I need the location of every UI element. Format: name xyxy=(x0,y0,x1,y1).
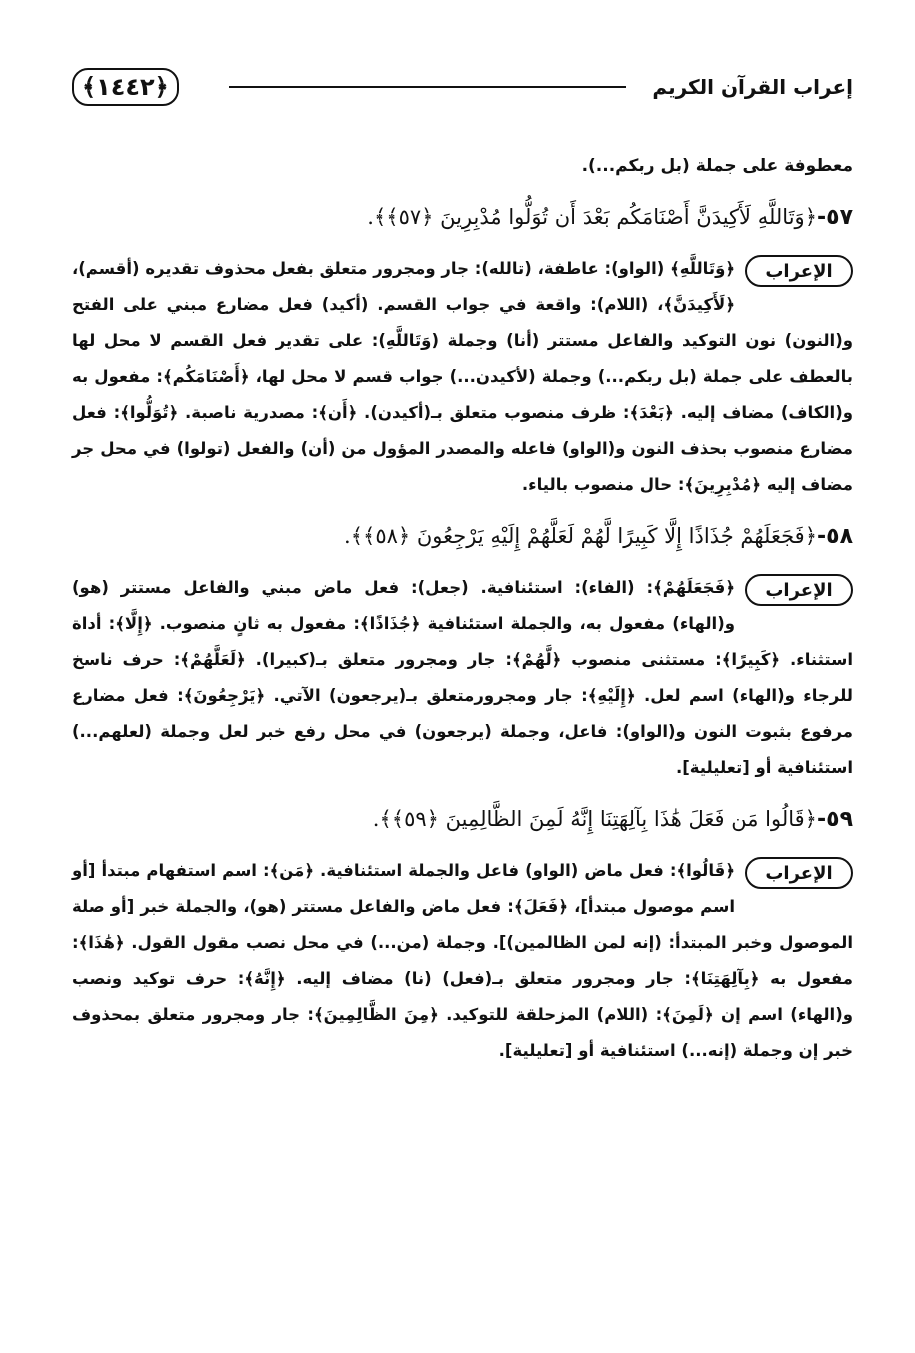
page-header xyxy=(72,62,853,112)
header-rule xyxy=(229,86,627,88)
verse-58 xyxy=(72,517,853,556)
intro-line: معطوفة على جملة (بل ربكم...). xyxy=(581,156,853,176)
irab-block-59 xyxy=(72,853,853,1069)
irab-block-58 xyxy=(72,570,853,786)
verse-text: ﴿فَجَعَلَهُمْ جُذَاذًا إِلَّا كَبِيرًا لَّهُمْ لَعَلَّهُمْ إِلَيْهِ يَرْجِعُونَ ﴿٥٨﴾﴾. xyxy=(344,524,817,548)
verse-number: ٥٩- xyxy=(817,807,853,832)
page-content xyxy=(72,148,853,1069)
irab-block-57 xyxy=(72,251,853,503)
irab-paragraph: ﴿قَالُوا﴾: فعل ماض (الواو) فاعل والجملة استئنافية. ﴿مَن﴾: اسم استفهام مبتدأ [أو اسم موصول مبتدأ]، ﴿فَعَلَ﴾: فعل ماض والفاعل مستتر (هو)، والجملة خبر [أو صلة الموصول وخبر المبتدأ: (إنه لمن الظالمين)]. وجملة (من...) في محل نصب مقول القول. ﴿هَٰذَا﴾: مفعول به ﴿بِآلِهَتِنَا﴾: جار ومجرور متعلق بـ(فعل) (نا) مضاف إليه. ﴿إِنَّهُ﴾: حرف توكيد ونصب و(الهاء) اسم إن ﴿لَمِنَ﴾: (اللام) المزحلقة للتوكيد. ﴿مِنَ الظَّالِمِينَ﴾: جار ومجرور متعلق بمحذوف خبر إن وجملة (إنه...) استئنافية أو [تعليلية]. xyxy=(72,861,853,1060)
verse-number: ٥٧- xyxy=(817,205,853,230)
verse-text: ﴿قَالُوا مَن فَعَلَ هَٰذَا بِآلِهَتِنَا إِنَّهُ لَمِنَ الظَّالِمِينَ ﴿٥٩﴾﴾. xyxy=(372,807,817,831)
verse-number: ٥٨- xyxy=(817,524,853,549)
irab-paragraph: ﴿فَجَعَلَهُمْ﴾: (الفاء): استئنافية. (جعل): فعل ماض مبني والفاعل مستتر (هو) و(الهاء) مفعول به، والجملة استئنافية ﴿جُذَاذًا﴾: مفعول به ثانٍ منصوب. ﴿إِلَّا﴾: أداة استثناء. ﴿كَبِيرًا﴾: مستثنى منصوب ﴿لَّهُمْ﴾: جار ومجرور متعلق بـ(كبيرا). ﴿لَعَلَّهُمْ﴾: حرف ناسخ للرجاء و(الهاء) اسم لعل. ﴿إِلَيْهِ﴾: جار ومجرورمتعلق بـ(يرجعون) الآتي. ﴿يَرْجِعُونَ﴾: فعل مضارع مرفوع بثبوت النون و(الواو): فاعل، وجملة (يرجعون) في محل رفع خبر لعل وجملة (لعلهم...) استئنافية أو [تعليلية]. xyxy=(72,578,853,777)
verse-59 xyxy=(72,800,853,839)
irab-label: الإعراب xyxy=(745,574,853,606)
verse-text: ﴿وَتَاللَّهِ لَأَكِيدَنَّ أَصْنَامَكُم بَعْدَ أَن تُوَلُّوا مُدْبِرِينَ ﴿٥٧﴾﴾. xyxy=(367,205,817,229)
book-title: إعراب القرآن الكريم xyxy=(652,75,853,99)
irab-paragraph: ﴿وَتَاللَّهِ﴾ (الواو): عاطفة، (تالله): جار ومجرور متعلق بفعل محذوف تقديره (أقسم)، ﴿لَأَكِيدَنَّ﴾، (اللام): واقعة في جواب القسم. (أكيد) فعل مضارع مبني على الفتح و(النون) نون التوكيد والفاعل مستتر (أنا) وجملة (وَتَاللَّهِ): على تقدير فعل القسم لا محل لها بالعطف على جملة (بل ربكم...) وجملة (لأكيدن...) جواب قسم لا محل لها، ﴿أَصْنَامَكُم﴾: مفعول به و(الكاف) مضاف إليه. ﴿بَعْدَ﴾: ظرف منصوب متعلق بـ(أكيدن). ﴿أَن﴾: مصدرية ناصبة. ﴿تُوَلُّوا﴾: فعل مضارع منصوب بحذف النون و(الواو) فاعله والمصدر المؤول من (أن) والفعل (تولوا) في محل جر مضاف إليه ﴿مُدْبِرِينَ﴾: حال منصوب بالياء. xyxy=(72,259,853,494)
irab-label: الإعراب xyxy=(745,255,853,287)
page-number: ﴿١٤٤٢﴾ xyxy=(72,68,179,106)
irab-label: الإعراب xyxy=(745,857,853,889)
verse-57 xyxy=(72,198,853,237)
